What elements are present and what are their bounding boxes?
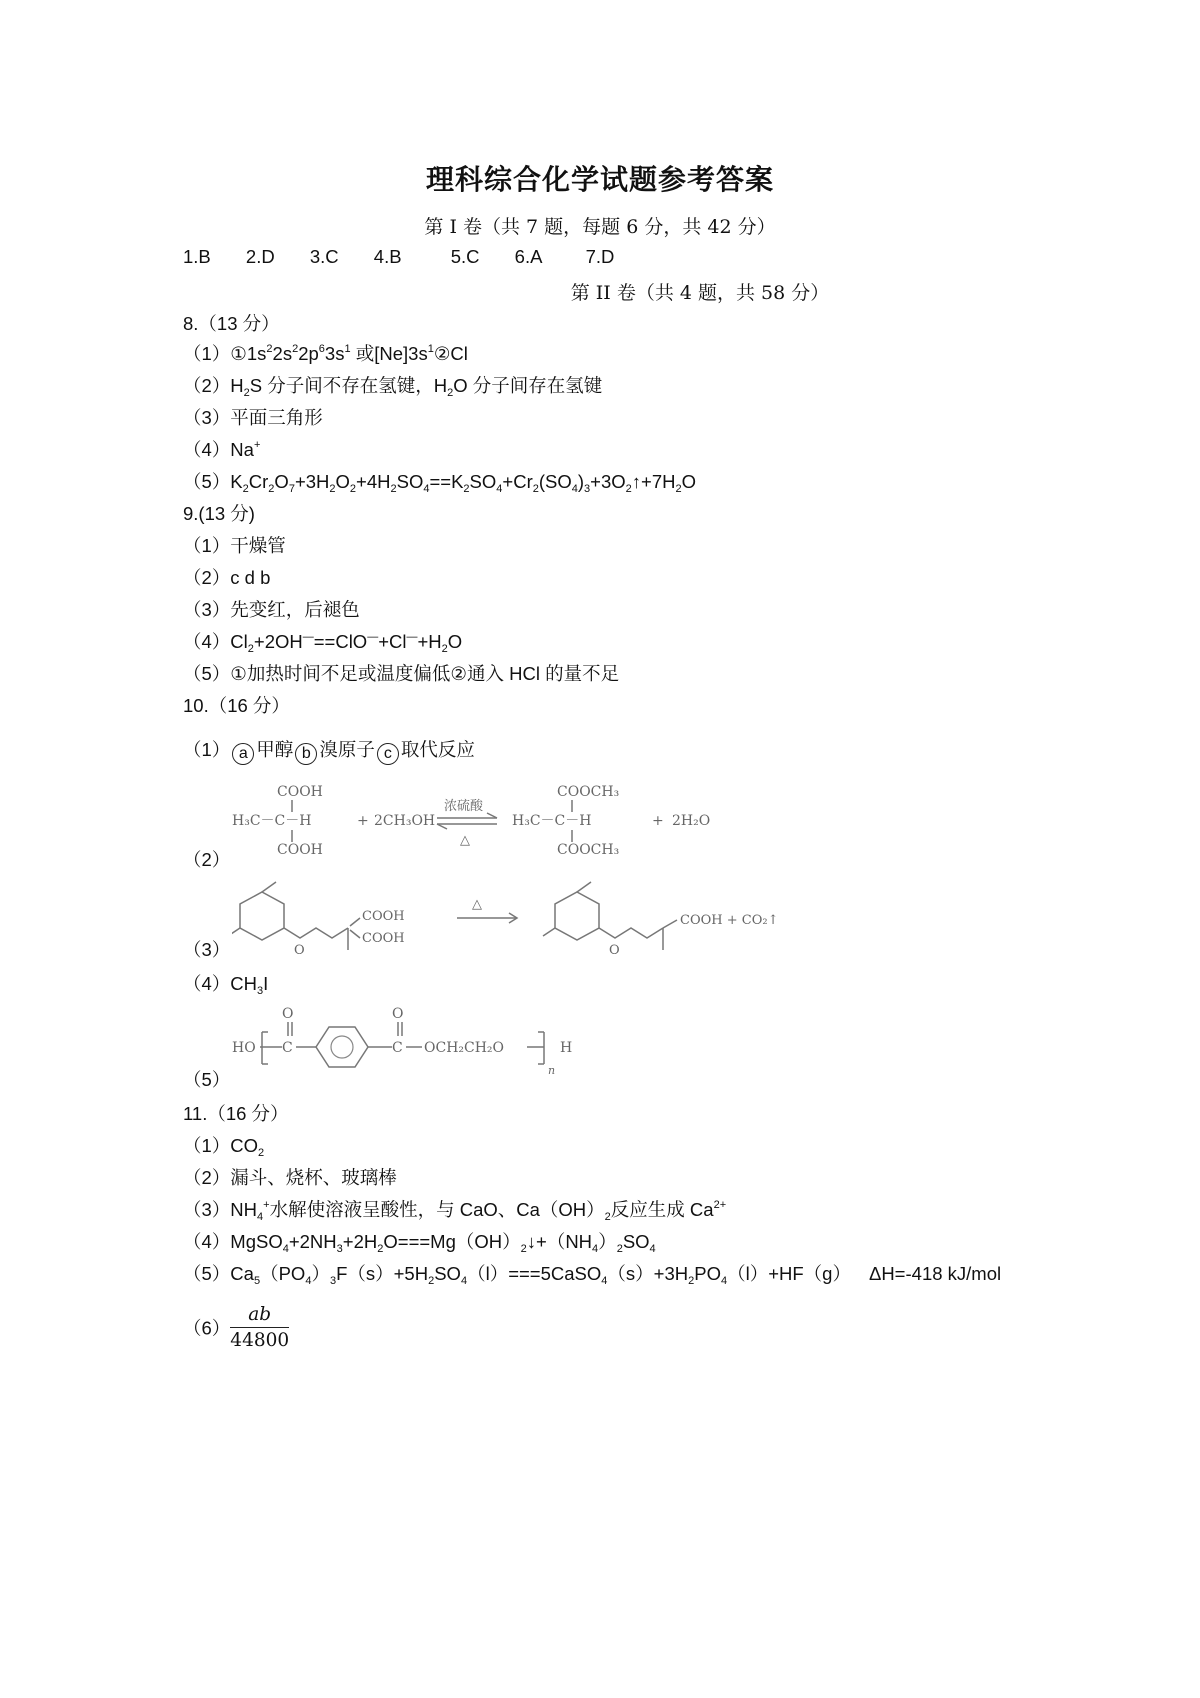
page-title: 理科综合化学试题参考答案 [425, 163, 774, 196]
q11-answer-1: $(1)CO_2$ [183, 1135, 265, 1159]
poly-n: n [548, 1064, 556, 1077]
q8-heading: 8.（13 分） [183, 313, 280, 334]
eq2-left-core: H₃C－C－H [232, 813, 312, 829]
q10-equation-2 [232, 782, 732, 862]
q10-answer-1: （1） a 甲醇 b 溴原子 c 取代反应 [183, 736, 475, 765]
fraction [230, 1304, 289, 1351]
eq3-product: COOH + CO₂↑ [680, 913, 779, 928]
poly-oxygen-2: O [392, 1006, 404, 1022]
eq2-right-core: H₃C－C－H [512, 813, 592, 829]
q11-heading: 11.（16 分） [183, 1103, 289, 1124]
poly-chain: OCH₂CH₂O [424, 1040, 505, 1056]
eq3-cooh-bottom: COOH [362, 931, 405, 946]
eq2-ester-bottom: COOCH₃ [557, 842, 620, 858]
q11-answer-6: （6） $\frac{ab}{44800}$ [183, 1304, 290, 1351]
mc-answers-row [183, 246, 644, 268]
poly-h: H [560, 1040, 573, 1056]
q10-equation-3 [232, 880, 832, 960]
eq2-ester-top: COOCH₃ [557, 784, 620, 800]
q10-answer-3-label: （3） [183, 939, 231, 960]
eq3-cooh-top: COOH [362, 909, 405, 924]
q10-polymer [232, 1002, 652, 1082]
poly-carbon-1: C [282, 1040, 293, 1056]
circled-letter: c [377, 743, 399, 765]
fraction-denominator: 44800 [230, 1330, 290, 1351]
eq3-heat: △ [472, 897, 482, 912]
q8-answer-1: $(1)①1s^22s^22p^63s^1$ 或$[Ne]3s^1②Cl$ [183, 343, 468, 364]
mc-answer: 6.A [514, 246, 543, 267]
eq2-reagent: 2CH₃OH [374, 813, 436, 829]
q9-answer-1: （1）干燥管 [183, 535, 286, 556]
poly-carbon-2: C [392, 1040, 403, 1056]
eq2-plus-2: + [652, 813, 664, 829]
q9-answer-5: （5）①加热时间不足或温度偏低②通入 HCl 的量不足 [183, 663, 620, 684]
q11-answer-4: $(4)MgSO_4+2NH_3+2H_2O===Mg(OH)_2↓+(NH_4)_2SO_4$ [183, 1231, 656, 1255]
q10-heading: 10.（16 分） [183, 695, 290, 716]
q11-answer-2: （2）漏斗、烧杯、玻璃棒 [183, 1167, 397, 1188]
eq2-water: 2H₂O [672, 813, 711, 829]
circled-letter: a [232, 743, 254, 765]
circled-letter: b [295, 743, 317, 765]
poly-oxygen-1: O [282, 1006, 294, 1022]
q9-answer-4: $(4)Cl_2+2OH^—==ClO^—+Cl^—+H_2O$ [183, 631, 463, 655]
mc-answer: 1.B [183, 246, 211, 267]
mc-answer: 5.C [450, 246, 480, 267]
q8-answer-4: （4）Na+ [183, 439, 261, 460]
mc-answer: 4.B [373, 246, 402, 267]
mc-answer: 3.C [309, 246, 339, 267]
eq2-catalyst: 浓硫酸 [444, 799, 484, 814]
eq2-heat: △ [460, 833, 470, 848]
eq2-cooh-top: COOH [277, 784, 323, 800]
q11-answer-3: $(3)NH_4^+$水解使溶液呈酸性，与 CaO、$Ca(OH)_2$反应生成 $Ca^{2+}$ [183, 1199, 727, 1223]
q8-answer-5: $(5)K_2Cr_2O_7+3H_2O_2+4H_2SO_4==K_2SO_4+Cr_2(SO_4)_3+3O_2↑+7H_2O$ [183, 471, 696, 495]
svg-text:O: O [609, 943, 620, 958]
part1-header: 第 I 卷（共 7 题，每题 6 分，共 42 分） [424, 216, 776, 238]
q9-answer-2: （2）c d b [183, 567, 271, 588]
mc-answer: 2.D [245, 246, 275, 267]
fraction-numerator: ab [230, 1304, 289, 1328]
svg-text:O: O [294, 943, 305, 958]
q8-answer-3: （3）平面三角形 [183, 407, 323, 428]
q10-answer-2-label: （2） [183, 849, 231, 870]
q9-heading: 9.(13 分) [183, 503, 255, 524]
q11-answer-5: $(5)Ca_5(PO_4)_3F(s)+5H_2SO_4(l)===5CaSO_4(s)+3H_2PO_4(l)+HF(g)$ ΔH=-418 kJ/mol [183, 1263, 1002, 1287]
q10-answer-5-label: （5） [183, 1069, 231, 1090]
eq2-cooh-bottom: COOH [277, 842, 323, 858]
part2-header: 第 II 卷（共 4 题，共 58 分） [570, 282, 830, 304]
q9-answer-3: （3）先变红，后褪色 [183, 599, 360, 620]
q10-answer-4: $(4)CH_3I$ [183, 973, 269, 997]
mc-answer: 7.D [585, 246, 615, 267]
poly-ho: HO [232, 1040, 256, 1056]
eq2-plus: + [357, 813, 369, 829]
q8-answer-2: $(2)H_2S$ 分子间不存在氢键，$H_2O$ 分子间存在氢键 [183, 375, 603, 399]
